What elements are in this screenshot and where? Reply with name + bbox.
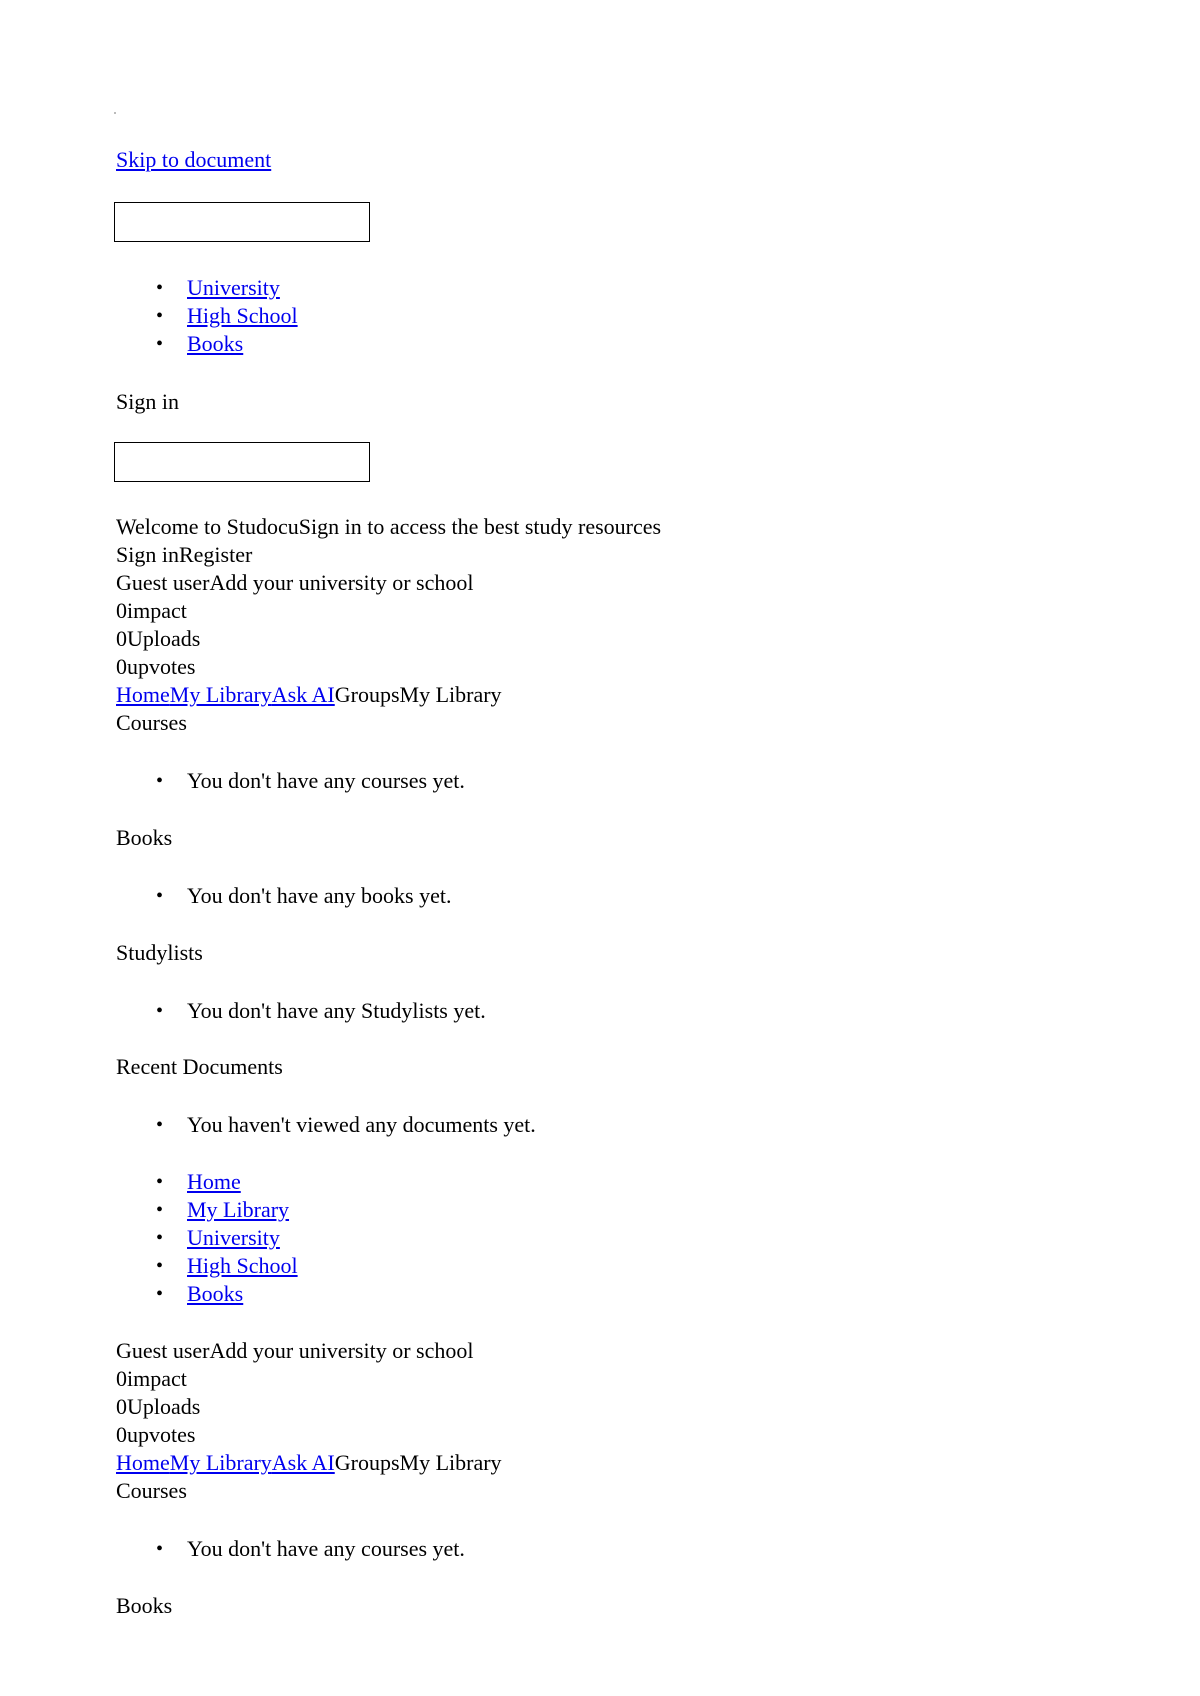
guest-user: Guest user — [116, 570, 210, 595]
bottom-nav-item-high-school — [116, 1252, 298, 1280]
courses-empty-2: • You don't have any courses yet. — [116, 1535, 465, 1563]
bottom-nav-item-home — [116, 1168, 298, 1196]
impact-label-2: impact — [127, 1366, 187, 1391]
bottom-nav-item-university — [116, 1224, 298, 1252]
courses-heading: Courses — [116, 710, 187, 735]
my-library-heading-2: My Library — [399, 1450, 502, 1475]
books-heading-2: Books — [116, 1593, 173, 1618]
impact-count-2: 0 — [116, 1366, 127, 1391]
books-empty: • You don't have any books yet. — [116, 882, 452, 910]
add-school-link[interactable]: Add your university or school — [209, 570, 474, 595]
studylists-empty: • You don't have any Studylists yet. — [116, 997, 486, 1025]
studylists-heading: Studylists — [116, 940, 203, 965]
uploads-stat-2 — [116, 1393, 200, 1421]
top-nav-link-high-school[interactable]: High School — [187, 303, 298, 328]
recent-documents-list — [116, 1111, 536, 1139]
welcome-line — [116, 513, 661, 541]
courses-empty: • You don't have any courses yet. — [116, 767, 465, 795]
bottom-nav — [116, 1168, 298, 1308]
auth-actions — [116, 541, 252, 569]
welcome-subtitle: Sign in to access the best study resources — [298, 514, 662, 539]
upvotes-count: 0 — [116, 654, 127, 679]
top-nav-link-university[interactable]: University — [187, 275, 280, 300]
top-nav-item-university — [116, 274, 298, 302]
menu-groups[interactable]: Groups — [334, 682, 400, 707]
top-nav-item-high-school — [116, 302, 298, 330]
my-library-heading: My Library — [399, 682, 502, 707]
courses-list — [116, 767, 465, 795]
menu-home-link-2[interactable]: Home — [116, 1450, 170, 1475]
menu-home-link[interactable]: Home — [116, 682, 170, 707]
courses-list-2 — [116, 1535, 465, 1563]
upvotes-stat-2 — [116, 1421, 195, 1449]
courses-heading-2: Courses — [116, 1478, 187, 1503]
profile-line-2 — [116, 1337, 473, 1365]
top-nav-item-books — [116, 330, 298, 358]
search-input-top[interactable] — [114, 202, 370, 242]
studylists-list — [116, 997, 486, 1025]
dot-artifact — [114, 112, 116, 114]
bottom-nav-link-home[interactable]: Home — [187, 1169, 241, 1194]
books-list — [116, 882, 452, 910]
impact-count: 0 — [116, 598, 127, 623]
side-menu — [116, 681, 502, 709]
menu-my-library-link[interactable]: My Library — [169, 682, 272, 707]
uploads-stat — [116, 625, 200, 653]
bottom-nav-link-my-library[interactable]: My Library — [187, 1197, 290, 1222]
bottom-nav-link-books[interactable]: Books — [187, 1281, 244, 1306]
upvotes-stat — [116, 653, 195, 681]
menu-my-library-link-2[interactable]: My Library — [169, 1450, 272, 1475]
impact-label: impact — [127, 598, 187, 623]
skip-to-document-link[interactable]: Skip to document — [116, 147, 272, 172]
add-school-link-2[interactable]: Add your university or school — [209, 1338, 474, 1363]
upvotes-label-2: upvotes — [127, 1422, 196, 1447]
recent-documents-heading: Recent Documents — [116, 1054, 283, 1079]
welcome-title: Welcome to Studocu — [116, 514, 299, 539]
menu-groups-2[interactable]: Groups — [334, 1450, 400, 1475]
search-input-second[interactable] — [114, 442, 370, 482]
side-menu-2 — [116, 1449, 502, 1477]
impact-stat — [116, 597, 187, 625]
books-heading: Books — [116, 825, 173, 850]
uploads-count: 0 — [116, 626, 127, 651]
upvotes-label: upvotes — [127, 654, 196, 679]
menu-ask-ai-link-2[interactable]: Ask AI — [271, 1450, 335, 1475]
register-button[interactable]: Register — [178, 542, 253, 567]
menu-ask-ai-link[interactable]: Ask AI — [271, 682, 335, 707]
profile-line — [116, 569, 473, 597]
upvotes-count-2: 0 — [116, 1422, 127, 1447]
sign-in-button[interactable]: Sign in — [116, 542, 179, 567]
bottom-nav-link-high-school[interactable]: High School — [187, 1253, 298, 1278]
recent-documents-empty: • You haven't viewed any documents yet. — [116, 1111, 536, 1139]
bottom-nav-link-university[interactable]: University — [187, 1225, 280, 1250]
bottom-nav-item-books — [116, 1280, 298, 1308]
guest-user-2: Guest user — [116, 1338, 210, 1363]
uploads-label-2: Uploads — [127, 1394, 201, 1419]
top-nav-link-books[interactable]: Books — [187, 331, 244, 356]
impact-stat-2 — [116, 1365, 187, 1393]
top-nav — [116, 274, 298, 358]
uploads-label: Uploads — [127, 626, 201, 651]
bottom-nav-item-my-library — [116, 1196, 298, 1224]
sign-in-label: Sign in — [116, 389, 179, 414]
uploads-count-2: 0 — [116, 1394, 127, 1419]
